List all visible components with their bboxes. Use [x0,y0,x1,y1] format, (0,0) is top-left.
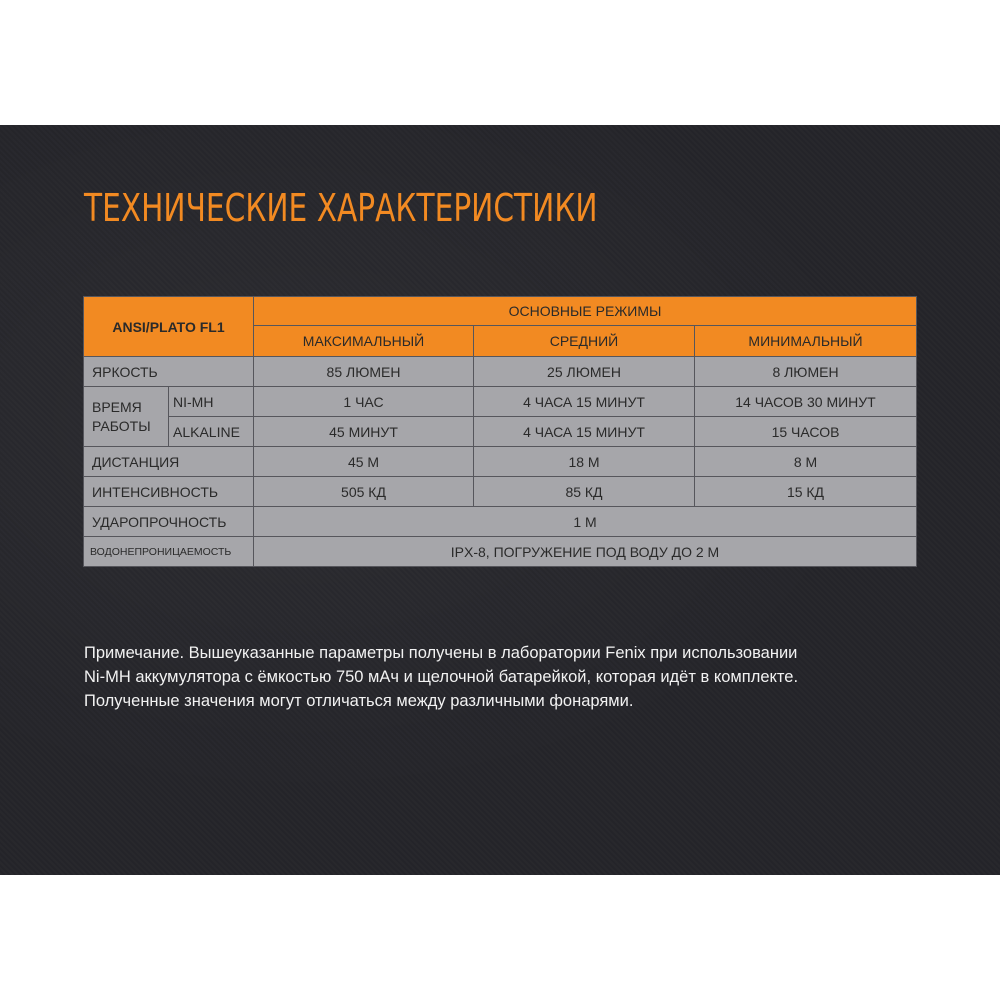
runtime-label-line1: ВРЕМЯ [92,398,142,415]
table-row-intensity [84,477,917,507]
battery-label-nimh: NI-MH [169,387,254,417]
table-cell: 4 ЧАСА 15 МИНУТ [474,387,695,417]
footnote-line: Примечание. Вышеуказанные параметры получены в лаборатории Fenix при использовании [84,644,798,662]
table-cell: IPX-8, ПОГРУЖЕНИЕ ПОД ВОДУ ДО 2 М [254,537,917,567]
table-cell: 4 ЧАСА 15 МИНУТ [474,417,695,447]
table-cell: 8 М [695,447,917,477]
table-cell: 15 КД [695,477,917,507]
row-label: ЯРКОСТЬ [84,357,254,387]
spec-table [83,296,917,567]
table-cell: 1 ЧАС [254,387,474,417]
footnote-line: Ni-MH аккумулятора с ёмкостью 750 мАч и щелочной батарейкой, которая идёт в комплекте. [84,668,799,686]
table-cell: 14 ЧАСОВ 30 МИНУТ [695,387,917,417]
battery-label-alkaline: ALKALINE [169,417,254,447]
footnote [84,641,924,713]
table-cell: 45 МИНУТ [254,417,474,447]
row-label: ДИСТАНЦИЯ [84,447,254,477]
table-cell: 505 КД [254,477,474,507]
table-row-impact [84,507,917,537]
table-cell: 45 М [254,447,474,477]
table-row-waterproof [84,537,917,567]
row-label: УДАРОПРОЧНОСТЬ [84,507,254,537]
table-cell: 25 ЛЮМЕН [474,357,695,387]
table-cell: 18 М [474,447,695,477]
table-cell: 85 ЛЮМЕН [254,357,474,387]
runtime-label [84,387,169,447]
table-header-row [84,297,917,326]
row-label: ИНТЕНСИВНОСТЬ [84,477,254,507]
runtime-label-line2: РАБОТЫ [92,417,151,434]
mode-min-cell: МИНИМАЛЬНЫЙ [695,326,917,357]
table-cell: 1 М [254,507,917,537]
table-cell: 85 КД [474,477,695,507]
footnote-line: Полученные значения могут отличаться между различными фонарями. [84,692,634,710]
mode-mid-cell: СРЕДНИЙ [474,326,695,357]
brand-cell: ANSI/PLATO FL1 [84,297,254,357]
table-cell: 8 ЛЮМЕН [695,357,917,387]
mode-max-cell: МАКСИМАЛЬНЫЙ [254,326,474,357]
table-row-distance [84,447,917,477]
table-row-brightness [84,357,917,387]
table-row-runtime-alkaline [84,417,917,447]
page-title: ТЕХНИЧЕСКИЕ ХАРАКТЕРИСТИКИ [84,186,598,230]
table-row-runtime-nimh [84,387,917,417]
table-cell: 15 ЧАСОВ [695,417,917,447]
row-label: ВОДОНЕПРОНИЦАЕМОСТЬ [84,537,254,567]
modes-header-cell: ОСНОВНЫЕ РЕЖИМЫ [254,297,917,326]
